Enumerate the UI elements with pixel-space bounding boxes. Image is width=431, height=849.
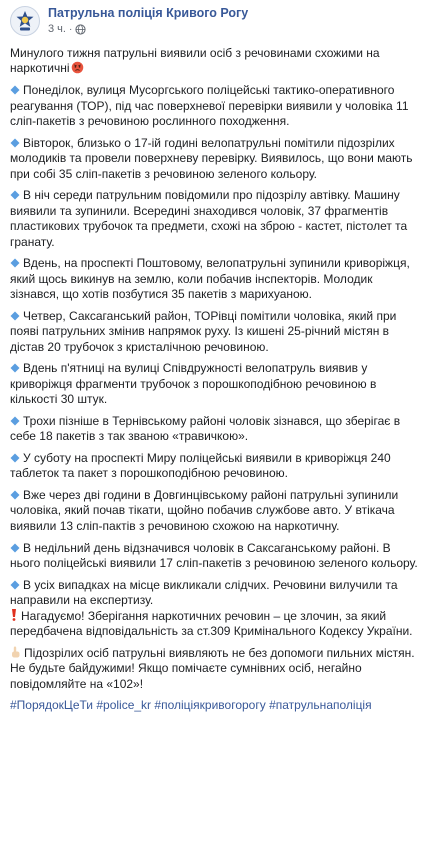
globe-icon — [75, 24, 86, 35]
post-intro — [10, 46, 423, 77]
list-item — [10, 541, 423, 572]
small-blue-diamond-icon — [10, 580, 20, 590]
pointing-up-hand-icon — [10, 646, 21, 658]
hashtag-link[interactable]: #поліціякривогорогу — [154, 698, 266, 713]
small-blue-diamond-icon — [10, 258, 20, 268]
list-item-text: Трохи пізніше в Тернівському районі чоловік зізнався, що зберігає в себе 18 пакетів з так званою «травичкою». — [10, 413, 401, 444]
page-name-link[interactable]: Патрульна поліція Кривого Рогу — [48, 6, 249, 20]
meta-separator: · — [68, 24, 73, 35]
items-list — [10, 83, 423, 608]
list-item-text: В ніч середи патрульним повідомили про підозрілу автівку. Машину виявили та зупинили. Всередині знаходився чоловік, 37 фрагментів пластикових трубочок та предмети, схожі на зброю - кастет, пістолет та гранату. — [10, 188, 408, 249]
list-item — [10, 414, 423, 445]
page-avatar[interactable] — [10, 6, 40, 36]
hashtag-link[interactable]: #police_kr — [96, 698, 152, 713]
hashtags — [10, 698, 423, 713]
call-to-action-text: Не будьте байдужими! Якщо помічаєте сумнівних осіб, негайно повідомляйте на «102»! — [10, 661, 362, 691]
post-meta-line — [48, 22, 248, 37]
small-blue-diamond-icon — [10, 453, 20, 463]
hashtag-link[interactable]: #ПорядокЦеТи — [10, 698, 93, 713]
list-item — [10, 83, 423, 129]
list-item-text: Понеділок, вулиця Мусоргського поліцейські тактико-оперативного реагування (ТОР), під час поверхневої перевірки виявили у чоловіка 11 сліп-пакетів з речовиною рослинного походження. — [10, 83, 409, 128]
small-blue-diamond-icon — [10, 490, 20, 500]
list-item — [10, 578, 423, 609]
list-item-text: В недільний день відзначився чоловік в Саксаганському районі. В нього поліцейські виявили 17 сліп-пакетів з речовиною зеленого кольору. — [10, 540, 418, 571]
post-body — [10, 46, 425, 714]
small-blue-diamond-icon — [10, 543, 20, 553]
note-text: Підозрілих осіб патрульні виявляють не без допомоги пильних містян. — [24, 645, 415, 660]
small-blue-diamond-icon — [10, 85, 20, 95]
angry-face-emoji — [71, 61, 84, 74]
list-item-text: Вдень п'ятниці на вулиці Співдружності велопатруль виявив у криворіжця фрагменти трубочок з порошкоподібною речовиною в кількості 30 штук. — [10, 361, 377, 407]
list-item-text: В усіх випадках на місце викликали слідчих. Речовини вилучили та направили на експертизу. — [10, 577, 398, 608]
list-item-text: Вдень, на проспекті Поштовому, велопатрульні зупинили криворіжця, який щось викинув на землю, коли побачив інспекторів. Молодик зізнався, що хотів позбутися 35 пакетів з марихуаною. — [10, 256, 410, 302]
post-timestamp[interactable]: 3 ч. — [48, 23, 66, 35]
list-item-text: Четвер, Саксаганський район, ТОРівці помітили чоловіка, який при появі патрульних змінив напрямок руху. Із кишені 25-річний містян в дістав 20 трубочок з кристалічною речовиною. — [10, 308, 397, 354]
list-item-text: Вівторок, близько о 17-ій годині велопатрульні помітили підозрілих молодиків та провели поверхневу перевірку. Виявилось, що вони мають при собі 35 сліп-пакетів з речовиною зеленого кольору. — [10, 135, 413, 181]
note-paragraph — [10, 646, 423, 692]
small-blue-diamond-icon — [10, 311, 20, 321]
post-meta — [48, 6, 248, 37]
police-badge-icon — [14, 10, 36, 32]
small-blue-diamond-icon — [10, 138, 20, 148]
list-item — [10, 309, 423, 355]
warning-paragraph — [10, 609, 423, 640]
list-item-text: Вже через дві години в Довгинцівському районі патрульні зупинили чоловіка, який почав тікати, щойно побачив службове авто. У втікача виявили 13 сліп-пактів з речовиною схожою на наркотичну. — [10, 488, 399, 533]
post-header — [10, 6, 425, 42]
small-blue-diamond-icon — [10, 190, 20, 200]
list-item — [10, 488, 423, 534]
intro-text: Минулого тижня патрульні виявили осіб з речовинами схожими на наркотичні — [10, 46, 380, 76]
list-item — [10, 188, 423, 250]
list-item — [10, 361, 423, 407]
list-item — [10, 451, 423, 482]
hashtag-link[interactable]: #патрульнаполіція — [269, 698, 372, 713]
small-blue-diamond-icon — [10, 363, 20, 373]
red-exclamation-mark-icon — [10, 609, 18, 621]
warning-text: Нагадуємо! Зберігання наркотичних речовин – це злочин, за який передбачена відповідальність за ст.309 Кримінального Кодексу України. — [10, 608, 413, 639]
list-item — [10, 256, 423, 302]
small-blue-diamond-icon — [10, 416, 20, 426]
list-item — [10, 136, 423, 182]
list-item-text: У суботу на проспекті Миру поліцейські виявили в криворіжця 240 таблеток та пакет з порошкоподібною речовиною. — [10, 450, 391, 481]
